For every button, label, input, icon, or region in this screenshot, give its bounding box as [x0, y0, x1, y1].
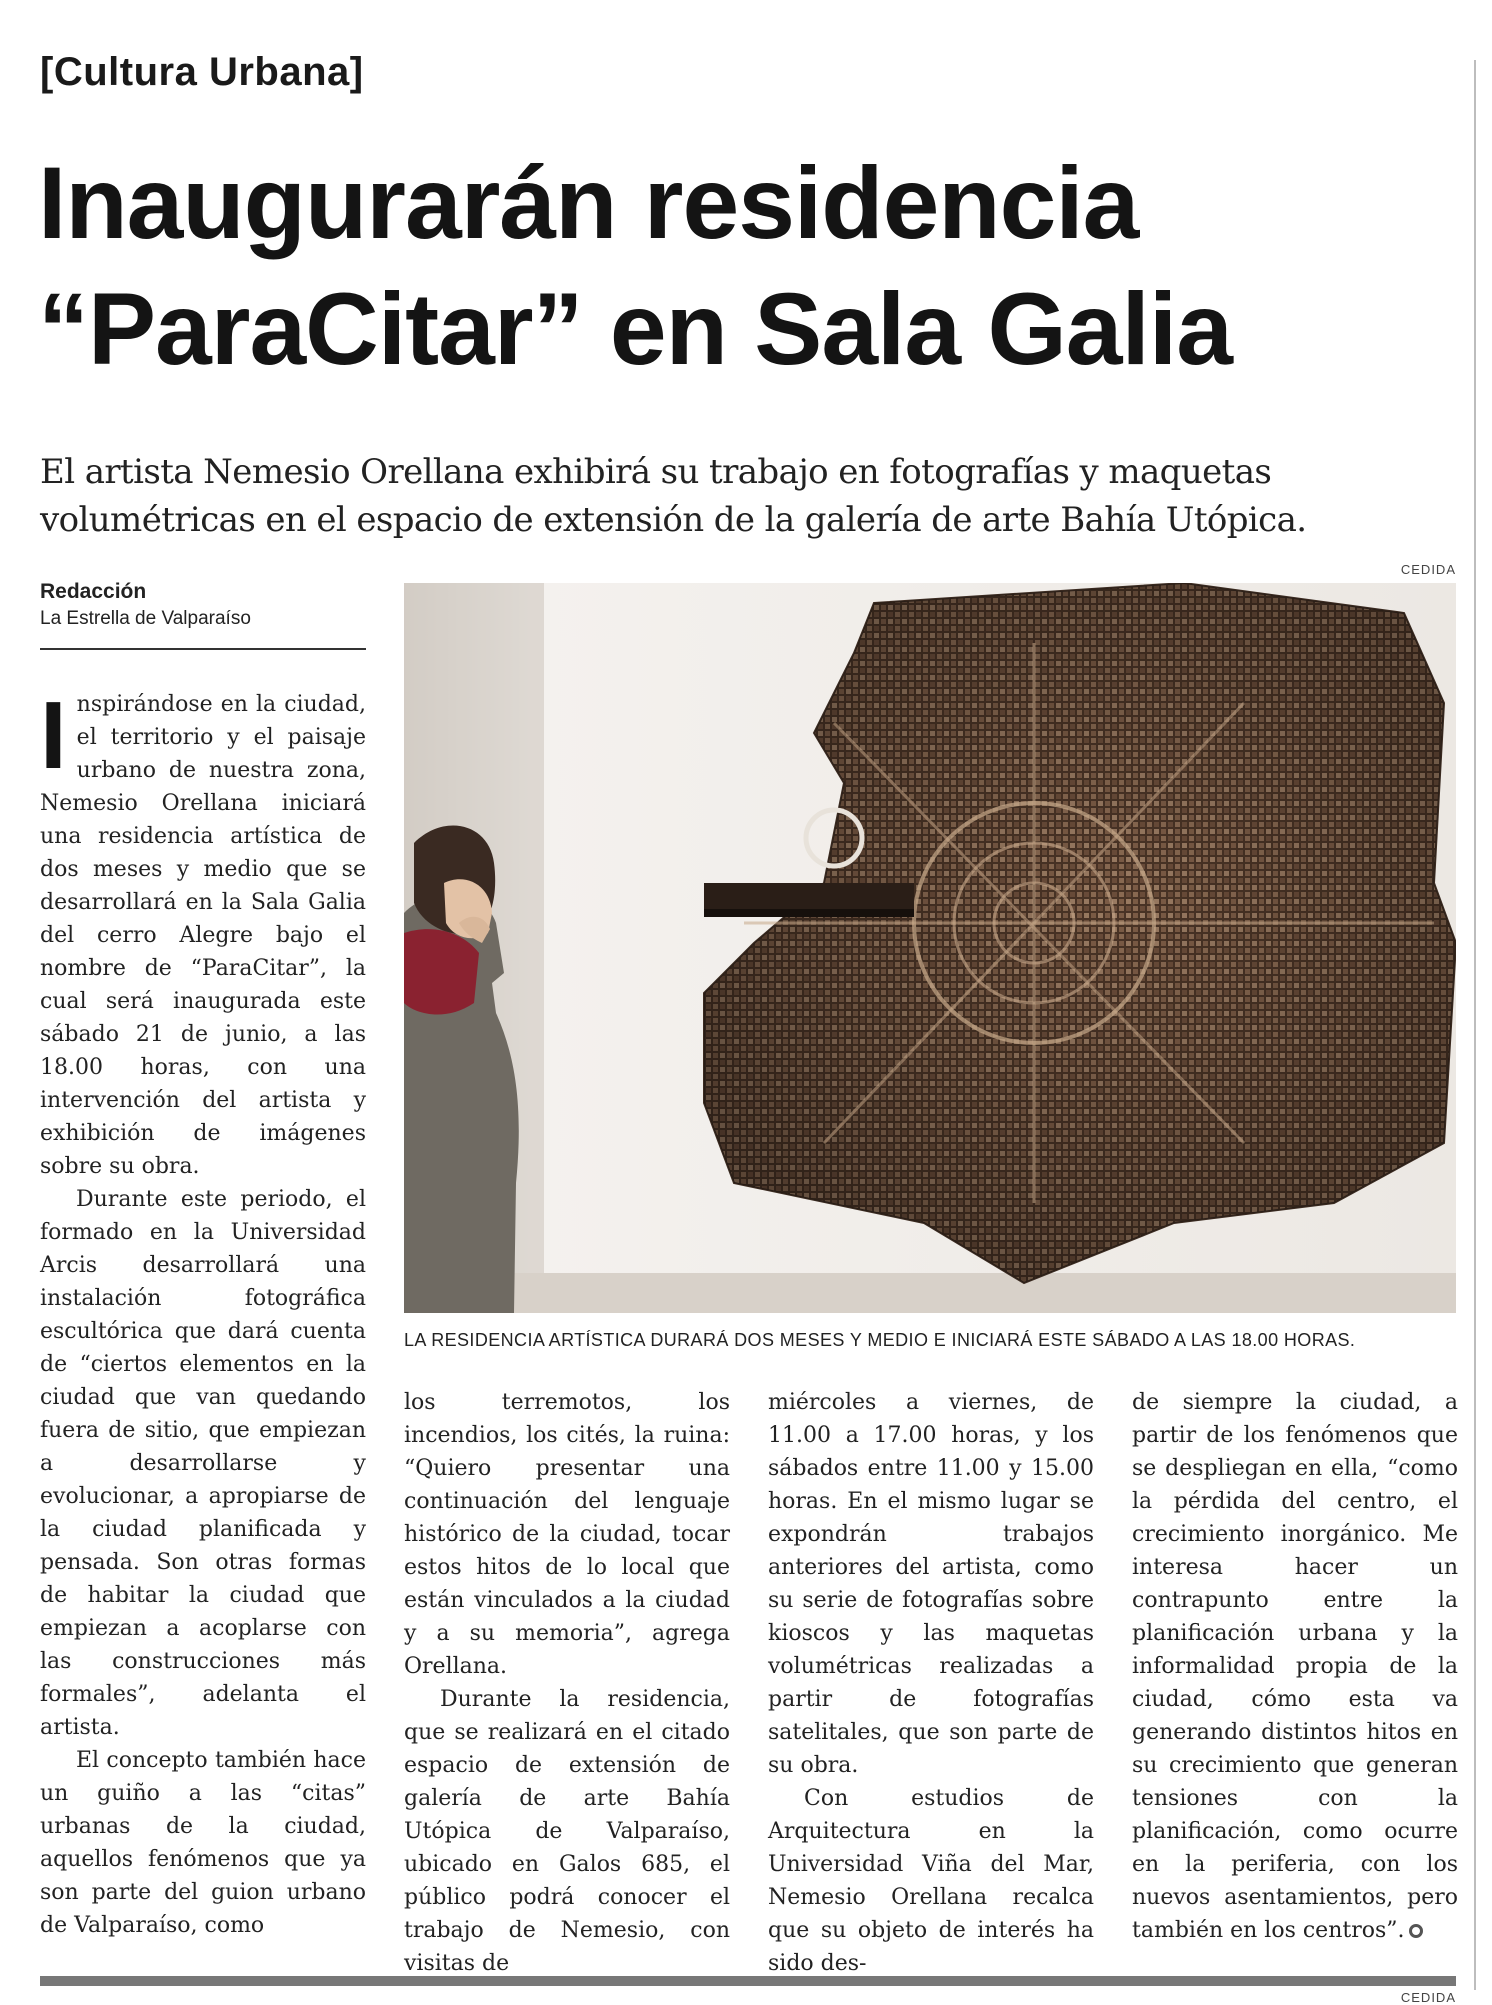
article-column-2 [404, 1386, 730, 1980]
article-column-3 [768, 1386, 1094, 1980]
subheadline-line-1: El artista Nemesio Orellana exhibirá su trabajo en fotografías y maquetas [40, 452, 1272, 492]
byline-outlet: La Estrella de Valparaíso [40, 608, 251, 629]
article-column-4 [1132, 1386, 1458, 1947]
drop-cap: I [40, 682, 67, 789]
section-tag [40, 50, 364, 95]
paragraph: Durante la residencia, que se realizará en el citado espacio de extensión de galería de arte Bahía Utópica de Valparaíso, ubicado en Galos 685, el público podrá conocer el trabajo de Nemesio, con visitas de [404, 1687, 730, 1976]
paragraph-text: de siempre la ciudad, a partir de los fenómenos que se despliegan en ella, “como la pérdida del centro, el crecimiento inorgánico. Me interesa hacer un contrapunto entre la planificación urbana y la informalidad propia de la ciudad, cómo esta va generando distintos hitos en su crecimiento que generan tensiones con la planificación, como ocurre en la periferia, con los nuevos asentamientos, pero también en los centros”. [1132, 1390, 1458, 1943]
paragraph-text: nspirándose en la ciudad, el territorio y el paisaje urbano de nuestra zona, Nemesio Orellana iniciará una residencia artística de dos meses y medio que se desarrollará en la Sala Galia del cerro Alegre bajo el nombre de “ParaCitar”, la cual será inaugurada este sábado 21 de junio, a las 18.00 horas, con una intervención del artista y exhibición de imágenes sobre su obra. [40, 692, 366, 1179]
paragraph [1132, 1386, 1458, 1947]
end-of-article-icon [1409, 1924, 1423, 1938]
article-photo [404, 583, 1456, 1313]
paragraph: El concepto también hace un guiño a las “citas” urbanas de la ciudad, aquellos fenómenos que ya son parte del guion urbano de Valparaíso, como [40, 1748, 366, 1938]
section-label: Cultura Urbana [53, 50, 350, 94]
bottom-credit: CEDIDA [1400, 1990, 1456, 2005]
paragraph: Durante este periodo, el formado en la Universidad Arcis desarrollará una instalación fotográfica escultórica que dará cuenta de “ciertos elementos en la ciudad que van quedando fuera de sitio, que empiezan a desarrollarse y evolucionar, a apropiarse de la ciudad planificada y pensada. Son otras formas de habitar la ciudad que empiezan a acoplarse con las construcciones más formales”, adelanta el artista. [40, 1187, 366, 1740]
photo-caption: LA RESIDENCIA ARTÍSTICA DURARÁ DOS MESES Y MEDIO E INICIARÁ ESTE SÁBADO A LAS 18.00 HORAS. [404, 1330, 1356, 1350]
subheadline-line-2: volumétricas en el espacio de extensión de la galería de arte Bahía Utópica. [40, 500, 1307, 540]
page-edge-line [1474, 60, 1476, 1990]
footer-rule [40, 1976, 1456, 1986]
photo-credit: CEDIDA [1400, 562, 1456, 577]
paragraph: miércoles a viernes, de 11.00 a 17.00 horas, y los sábados entre 11.00 y 15.00 horas. En el mismo lugar se expondrán trabajos anteriores del artista, como su serie de fotografías sobre kioscos y las maquetas volumétricas realizadas a partir de fotografías satelitales, que son parte de su obra. [768, 1390, 1094, 1778]
headline-line-1: Inaugurarán residencia [38, 146, 1139, 260]
paragraph: los terremotos, los incendios, los cités, la ruina: “Quiero presentar una continuación del lenguaje histórico de la ciudad, tocar estos hitos de lo local que están vinculados a la ciudad y a su memoria”, agrega Orellana. [404, 1390, 730, 1679]
paragraph: Con estudios de Arquitectura en la Universidad Viña del Mar, Nemesio Orellana recalca que su objeto de interés ha sido des- [768, 1786, 1094, 1976]
byline-name: Redacción [40, 580, 147, 603]
section-bracket-close: ] [349, 50, 364, 94]
paragraph [40, 682, 366, 1183]
article-column-1 [40, 682, 366, 1942]
headline-line-2: “ParaCitar” en Sala Galia [38, 272, 1232, 386]
section-bracket-open: [ [40, 50, 54, 94]
photo-illustration [404, 583, 1456, 1313]
byline-divider [40, 648, 366, 650]
